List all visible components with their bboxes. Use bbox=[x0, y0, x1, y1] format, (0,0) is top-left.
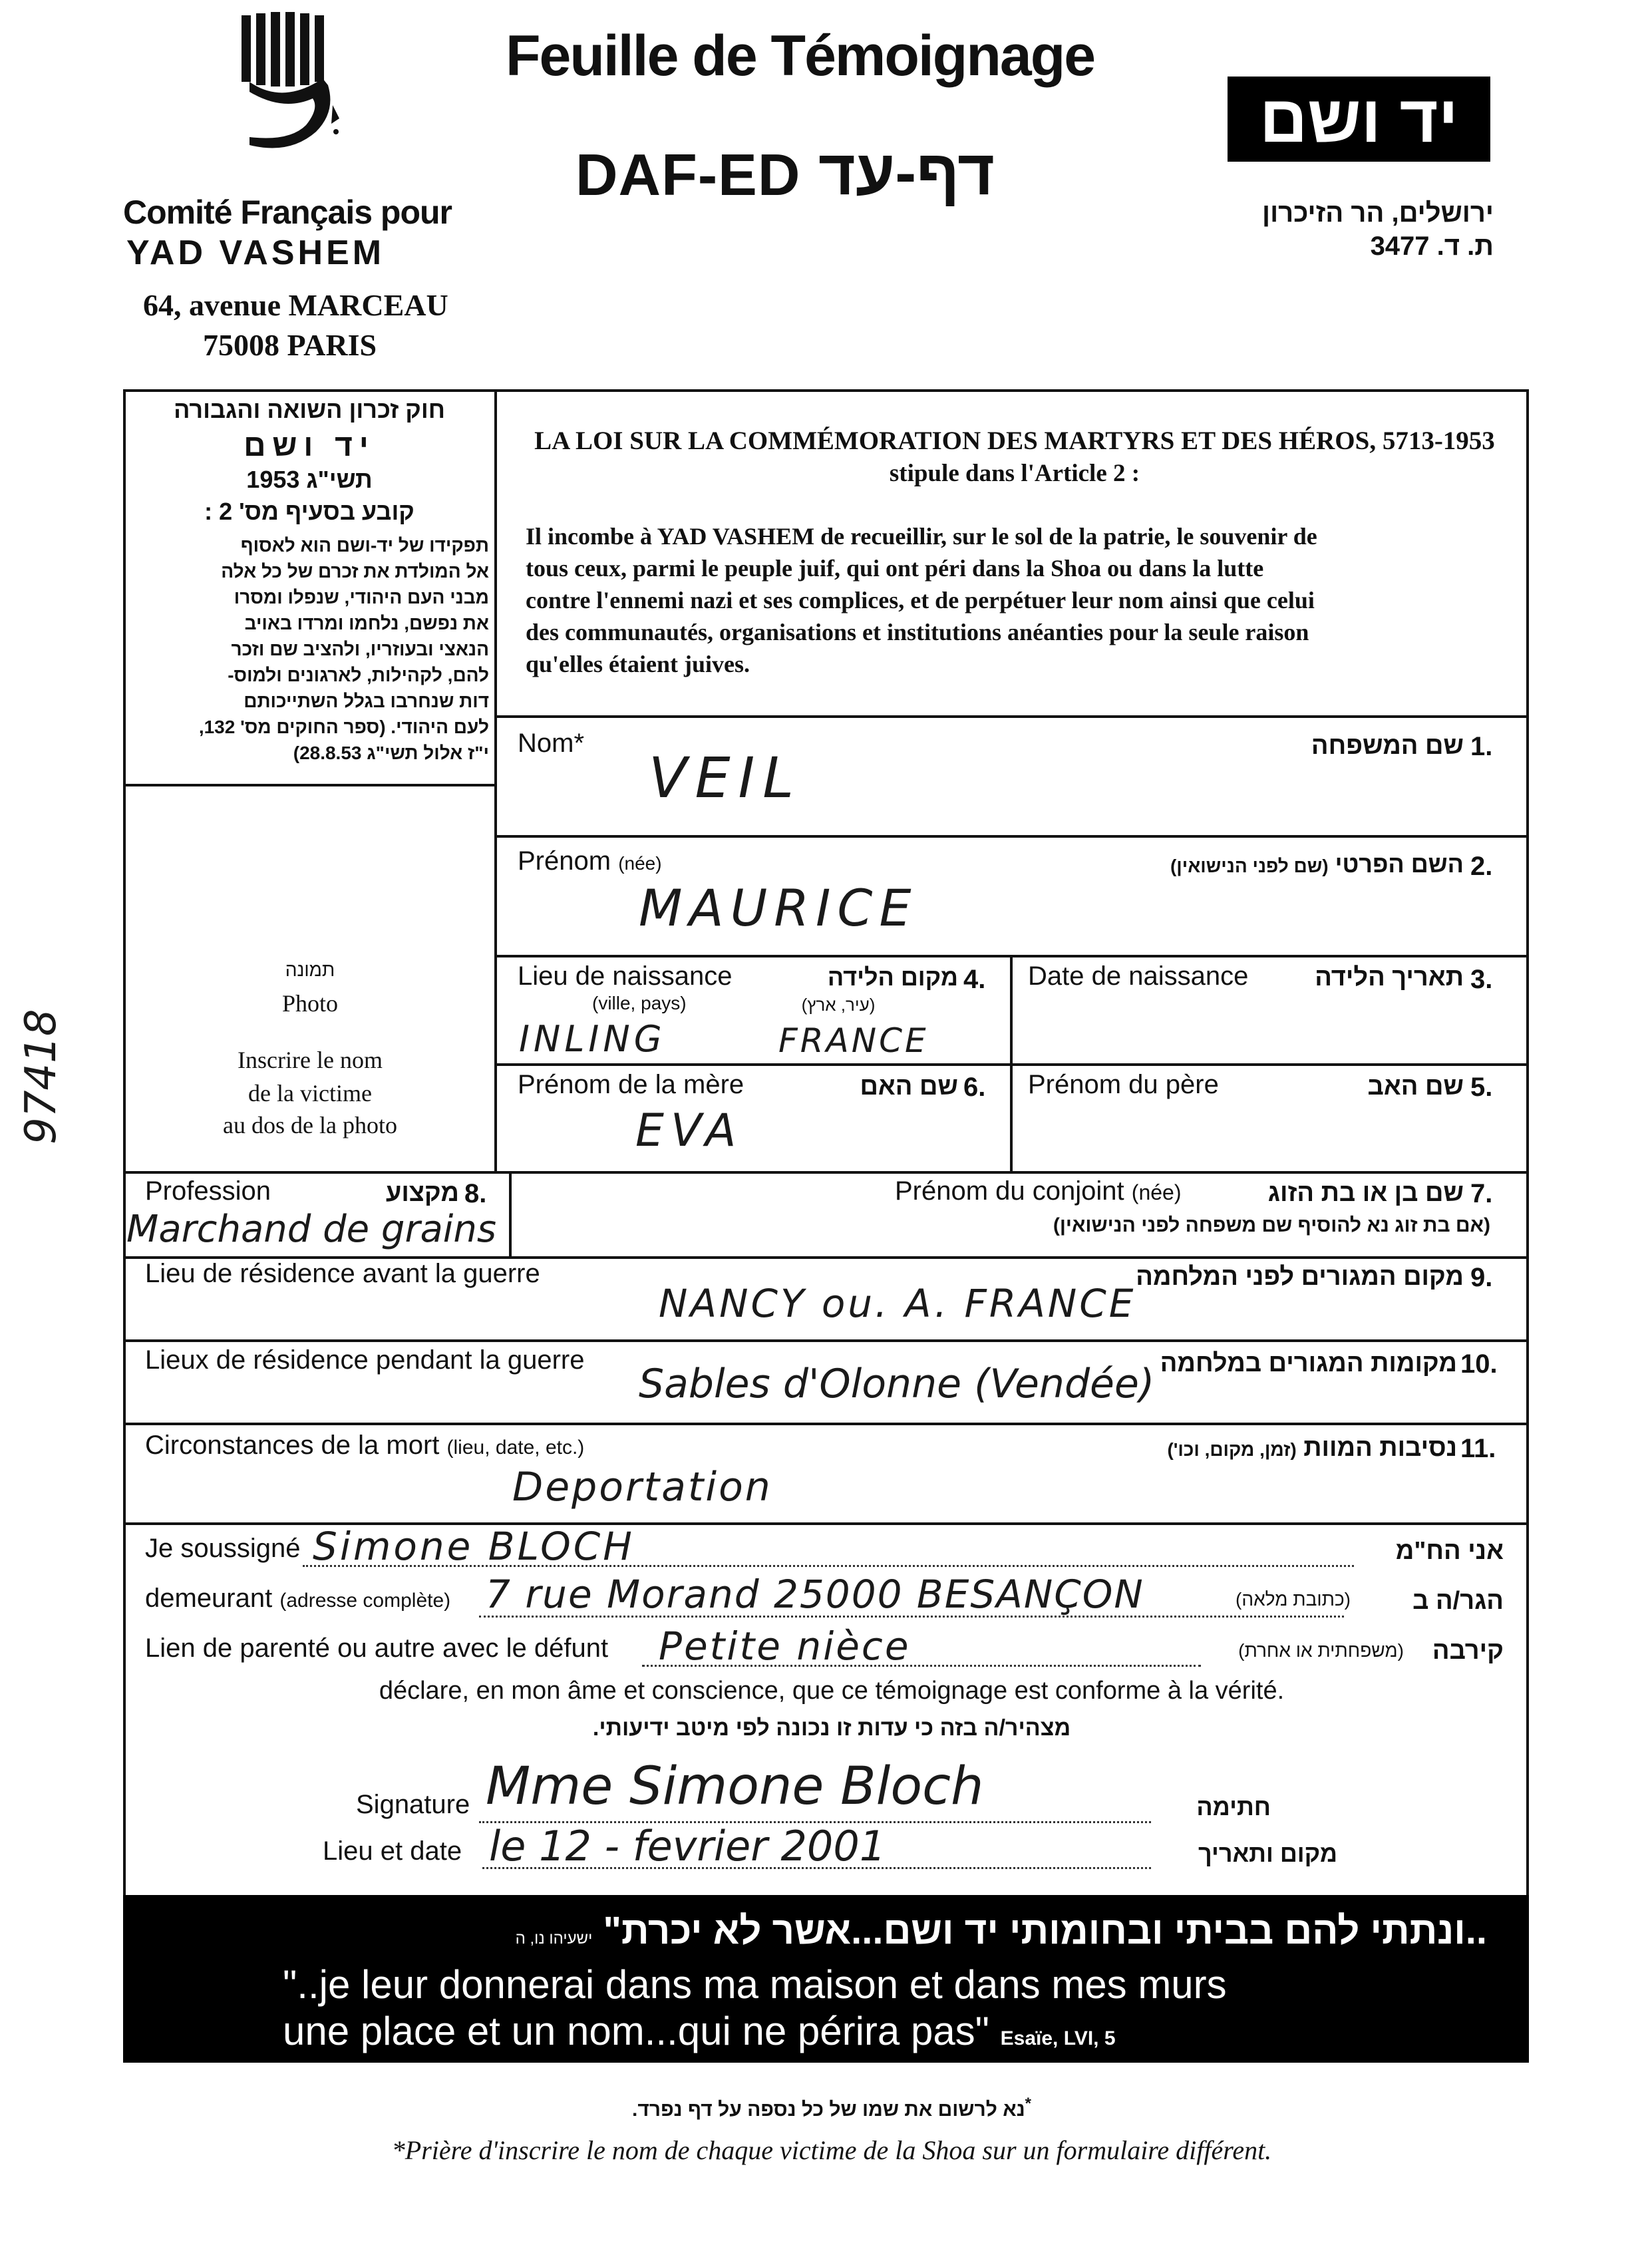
field5-label-he: שם האב bbox=[1367, 1073, 1464, 1101]
field9-label-he: מקום המגורים לפני המלחמה bbox=[1136, 1263, 1464, 1291]
photo-label: Photo bbox=[281, 990, 339, 1017]
field9-label-fr: Lieu de résidence avant la guerre bbox=[145, 1259, 540, 1288]
declarant-name-label: Je soussigné bbox=[145, 1534, 301, 1563]
field2-he-note: (שם לפני הנישואין) bbox=[1170, 856, 1329, 876]
field6-label-he: שם האם bbox=[860, 1073, 958, 1101]
form-subtitle-latin: DAF-ED bbox=[576, 142, 801, 208]
field6-label-fr: Prénom de la mère bbox=[518, 1070, 744, 1099]
banner-hebrew-text: ..ונתתי להם בביתי ובחומותי יד ושם...אשר לא יכרת" bbox=[603, 1909, 1487, 1952]
field4-note-fr: (ville, pays) bbox=[592, 993, 687, 1013]
footer-star: * bbox=[1025, 2095, 1031, 2113]
banner-french-ref: Esaïe, LVI, 5 bbox=[1000, 2027, 1116, 2049]
field4-label-fr: Lieu de naissance bbox=[518, 961, 733, 991]
law-french-line: qu'elles étaient juives. bbox=[526, 651, 750, 677]
law-hebrew-line: דות שנחרבו בגלל השתייכותם bbox=[244, 691, 489, 711]
field1-star: * bbox=[574, 729, 585, 758]
field10-label-fr: Lieux de résidence pendant la guerre bbox=[145, 1345, 585, 1375]
law-hebrew-line: הנאצי ובעוזריו, ולהציב שם וזכר bbox=[231, 639, 489, 659]
law-french-line: des communautés, organisations et institutions anéanties pour la seule raison bbox=[526, 619, 1309, 645]
law-hebrew-line: לעם היהודי. (ספר החוקים מס' 132, bbox=[198, 717, 489, 737]
field11-he-note: (זמן, מקום, וכו') bbox=[1167, 1439, 1297, 1460]
field6-value-mere[interactable]: EVA bbox=[635, 1105, 743, 1157]
law-hebrew-body bbox=[133, 532, 489, 766]
field4-value-city[interactable]: INLING bbox=[519, 1018, 666, 1060]
field11-note: (lieu, date, etc.) bbox=[446, 1437, 585, 1459]
photo-instruction-line1: Inscrire le nom bbox=[238, 1047, 383, 1073]
field7-number: 7. bbox=[1470, 1179, 1493, 1208]
place-date-label: Lieu et date bbox=[323, 1836, 462, 1866]
law-french-line: Il incombe à YAD VASHEM de recueillir, sur le sol de la patrie, le souvenir de bbox=[526, 523, 1317, 550]
field3-label-he: תאריך הלידה bbox=[1315, 963, 1464, 991]
yad-vashem-menorah-logo bbox=[236, 12, 363, 178]
law-french-title: LA LOI SUR LA COMMÉMORATION DES MARTYRS ET DES HÉROS, 5713-1953 bbox=[534, 427, 1495, 455]
field7-note: (née) bbox=[1131, 1180, 1182, 1204]
declarant-name-value[interactable]: Simone BLOCH bbox=[313, 1524, 635, 1569]
field1-label-he: שם המשפחה bbox=[1311, 732, 1464, 760]
field8-number: 8. bbox=[464, 1179, 487, 1208]
field10-number: 10. bbox=[1460, 1349, 1498, 1379]
field11-label-text: Circonstances de la mort bbox=[145, 1431, 440, 1460]
divider-left-column bbox=[494, 389, 497, 1173]
footer-hebrew-note bbox=[399, 2095, 1264, 2121]
field7-note-he: (אם בת זוג נא להוסיף שם משפחה לפני הנישואין) bbox=[1053, 1214, 1490, 1236]
banner-french-line2: une place et un nom...qui ne périra pas" bbox=[283, 2009, 989, 2053]
declarant-address-value[interactable]: 7 rue Morand 25000 BESANÇON bbox=[486, 1572, 1144, 1617]
footer-french-note: *Prière d'inscrire le nom de chaque victime de la Shoa sur un formulaire différent. bbox=[391, 2135, 1272, 2165]
banner-hebrew-ref: ישעיהו נו, ה bbox=[515, 1930, 593, 1948]
quote-banner bbox=[123, 1895, 1529, 2063]
field1-label-fr bbox=[518, 729, 584, 759]
address-hebrew-line2: ת. ד. 3477 bbox=[1370, 232, 1494, 261]
photo-instruction-line2: de la victime bbox=[248, 1080, 372, 1107]
field10-label-he: מקומות המגורים במלחמה bbox=[1160, 1349, 1457, 1377]
address-hebrew-line1: ירושלים, הר הזיכרון bbox=[1262, 198, 1494, 228]
law-hebrew-title: חוק זכרון השואה והגבורה bbox=[174, 396, 445, 423]
field11-he-text: נסיבות המוות bbox=[1303, 1434, 1457, 1462]
declarant-relation-note-he: (משפחתית או אחרת) bbox=[1238, 1640, 1404, 1661]
yad-vashem-hebrew-logo bbox=[1228, 77, 1490, 162]
declarant-relation-label: Lien de parenté ou autre avec le défunt bbox=[145, 1634, 609, 1663]
field2-number: 2. bbox=[1470, 852, 1493, 881]
field1-number: 1. bbox=[1470, 732, 1493, 761]
field4-note-he: (עיר, ארץ) bbox=[801, 995, 876, 1015]
org-address-line2: 75008 PARIS bbox=[203, 328, 377, 362]
law-hebrew-line: י"ז אלול תשי"ג 28.8.53) bbox=[293, 743, 489, 763]
signature-label-he: חתימה bbox=[1196, 1793, 1271, 1820]
field11-value-circonstances[interactable]: Deportation bbox=[512, 1464, 772, 1510]
banner-hebrew-quote bbox=[403, 1908, 1487, 1953]
org-name-line1: Comité Français pour bbox=[123, 194, 452, 231]
field7-label-fr bbox=[895, 1176, 1181, 1206]
field2-label-text: Prénom bbox=[518, 846, 611, 876]
law-hebrew-year: תשי"ג 1953 bbox=[246, 466, 373, 493]
photo-box[interactable] bbox=[126, 786, 494, 1171]
declarant-address-note-he: (כתובת מלאה) bbox=[1236, 1589, 1351, 1610]
declarant-address-text: demeurant bbox=[145, 1584, 273, 1613]
field11-number: 11. bbox=[1460, 1434, 1496, 1463]
declaration-hebrew: מצהיר/ה בזה כי עדות זו נכונה לפי מיטב ידיעותי. bbox=[592, 1715, 1071, 1741]
field4-label-he: מקום הלידה bbox=[827, 963, 958, 991]
side-reference-number: 97418 bbox=[17, 1009, 66, 1144]
law-hebrew-article: קובע בסעיף מס' 2 : bbox=[204, 498, 414, 525]
org-address-line1: 64, avenue MARCEAU bbox=[143, 288, 448, 322]
divider-field1-field2 bbox=[494, 835, 1529, 838]
field7-label-he: שם בן או בת הזוג bbox=[1267, 1179, 1464, 1207]
declarant-address-label-he: הגר/ה ב bbox=[1412, 1587, 1504, 1615]
law-hebrew-name: יד ושם bbox=[244, 428, 375, 462]
field10-value-residence-pendant[interactable]: Sables d'Olonne (Vendée) bbox=[639, 1361, 1155, 1407]
law-hebrew-line: להם, לקהילות, לארגונים ולמוס- bbox=[228, 665, 489, 685]
divider-field5-field7 bbox=[123, 1171, 1529, 1174]
banner-french-line2-wrap bbox=[283, 2008, 1116, 2054]
field5-number: 5. bbox=[1470, 1073, 1493, 1102]
divider-field3-field5 bbox=[494, 1063, 1529, 1066]
field4-value-country[interactable]: FRANCE bbox=[778, 1021, 929, 1060]
field9-value-residence-avant[interactable]: NANCY ou. A. FRANCE bbox=[659, 1281, 1136, 1326]
field11-label-fr bbox=[145, 1431, 584, 1461]
field4-number: 4. bbox=[963, 965, 986, 994]
field9-number: 9. bbox=[1470, 1263, 1493, 1292]
field7-label-text: Prénom du conjoint bbox=[895, 1176, 1124, 1206]
field8-label-he: מקצוע bbox=[385, 1179, 459, 1207]
declarant-relation-label-he: קירבה bbox=[1432, 1637, 1504, 1665]
field8-label-fr: Profession bbox=[145, 1176, 271, 1206]
place-date-value[interactable]: le 12 - fevrier 2001 bbox=[489, 1822, 886, 1870]
field2-value-prenom[interactable]: MAURICE bbox=[639, 878, 918, 938]
field11-label-he bbox=[1091, 1434, 1457, 1463]
field2-note: (née) bbox=[618, 853, 662, 874]
law-french-subtitle: stipule dans l'Article 2 : bbox=[889, 460, 1140, 487]
field8-value-profession[interactable]: Marchand de grains bbox=[126, 1208, 497, 1251]
form-subtitle-hebrew: דף-עד bbox=[818, 137, 995, 208]
photo-hebrew-label: תמונה bbox=[285, 959, 335, 980]
declarant-name-label-he: אני הח"מ bbox=[1395, 1537, 1504, 1565]
law-french-body bbox=[526, 520, 1504, 680]
form-title: Feuille de Témoignage bbox=[506, 24, 1095, 88]
field2-he-text: השם הפרטי bbox=[1335, 850, 1464, 878]
divider-field10-field11 bbox=[123, 1423, 1529, 1425]
field1-label-text: Nom bbox=[518, 729, 574, 758]
field3-label-fr: Date de naissance bbox=[1028, 961, 1249, 991]
field1-value-nom[interactable]: VEIL bbox=[649, 745, 802, 810]
divider-field8-field7 bbox=[509, 1171, 512, 1258]
declarant-relation-value[interactable]: Petite nièce bbox=[659, 1624, 911, 1669]
field6-number: 6. bbox=[963, 1073, 986, 1102]
signature-value[interactable]: Mme Simone Bloch bbox=[486, 1757, 984, 1816]
law-hebrew-line: את נפשם, נלחמו ומרדו באויב bbox=[244, 613, 489, 633]
law-hebrew-line: תפקידו של יד-ושם הוא לאסוף bbox=[240, 535, 489, 556]
logo-text: יד ושם bbox=[1259, 82, 1458, 156]
declaration-french: déclare, en mon âme et conscience, que ce témoignage est conforme à la vérité. bbox=[379, 1677, 1285, 1705]
divider-field2-field3 bbox=[494, 955, 1529, 957]
place-date-label-he: מקום ותאריך bbox=[1198, 1840, 1337, 1867]
field3-number: 3. bbox=[1470, 965, 1493, 994]
footer-hebrew-text: נא לרשום את שמו של כל נספה על דף נפרד. bbox=[632, 2099, 1025, 2121]
divider-law-field1 bbox=[494, 715, 1529, 718]
law-french-line: contre l'ennemi nazi et ses complices, et de perpétuer leur nom ainsi que celui bbox=[526, 587, 1315, 613]
field2-label-fr bbox=[518, 846, 662, 876]
field2-label-he bbox=[1091, 850, 1464, 878]
photo-instruction-line3: au dos de la photo bbox=[223, 1112, 397, 1138]
law-french-line: tous ceux, parmi le peuple juif, qui ont péri dans la Shoa ou dans la lutte bbox=[526, 555, 1264, 582]
field5-label-fr: Prénom du père bbox=[1028, 1070, 1219, 1099]
law-hebrew-line: אל המולדת את זכרם של כל אלה bbox=[221, 561, 489, 582]
declarant-address-note: (adresse complète) bbox=[279, 1590, 451, 1612]
declarant-address-label bbox=[145, 1584, 450, 1614]
banner-french-line1: "..je leur donnerai dans ma maison et dans mes murs bbox=[283, 1962, 1227, 2007]
signature-label: Signature bbox=[356, 1790, 470, 1819]
law-hebrew-line: מבני העם היהודי, שנפלו ומסרו bbox=[234, 587, 489, 607]
divider-field9-field10 bbox=[123, 1339, 1529, 1342]
org-name-line2: YAD VASHEM bbox=[126, 234, 385, 272]
